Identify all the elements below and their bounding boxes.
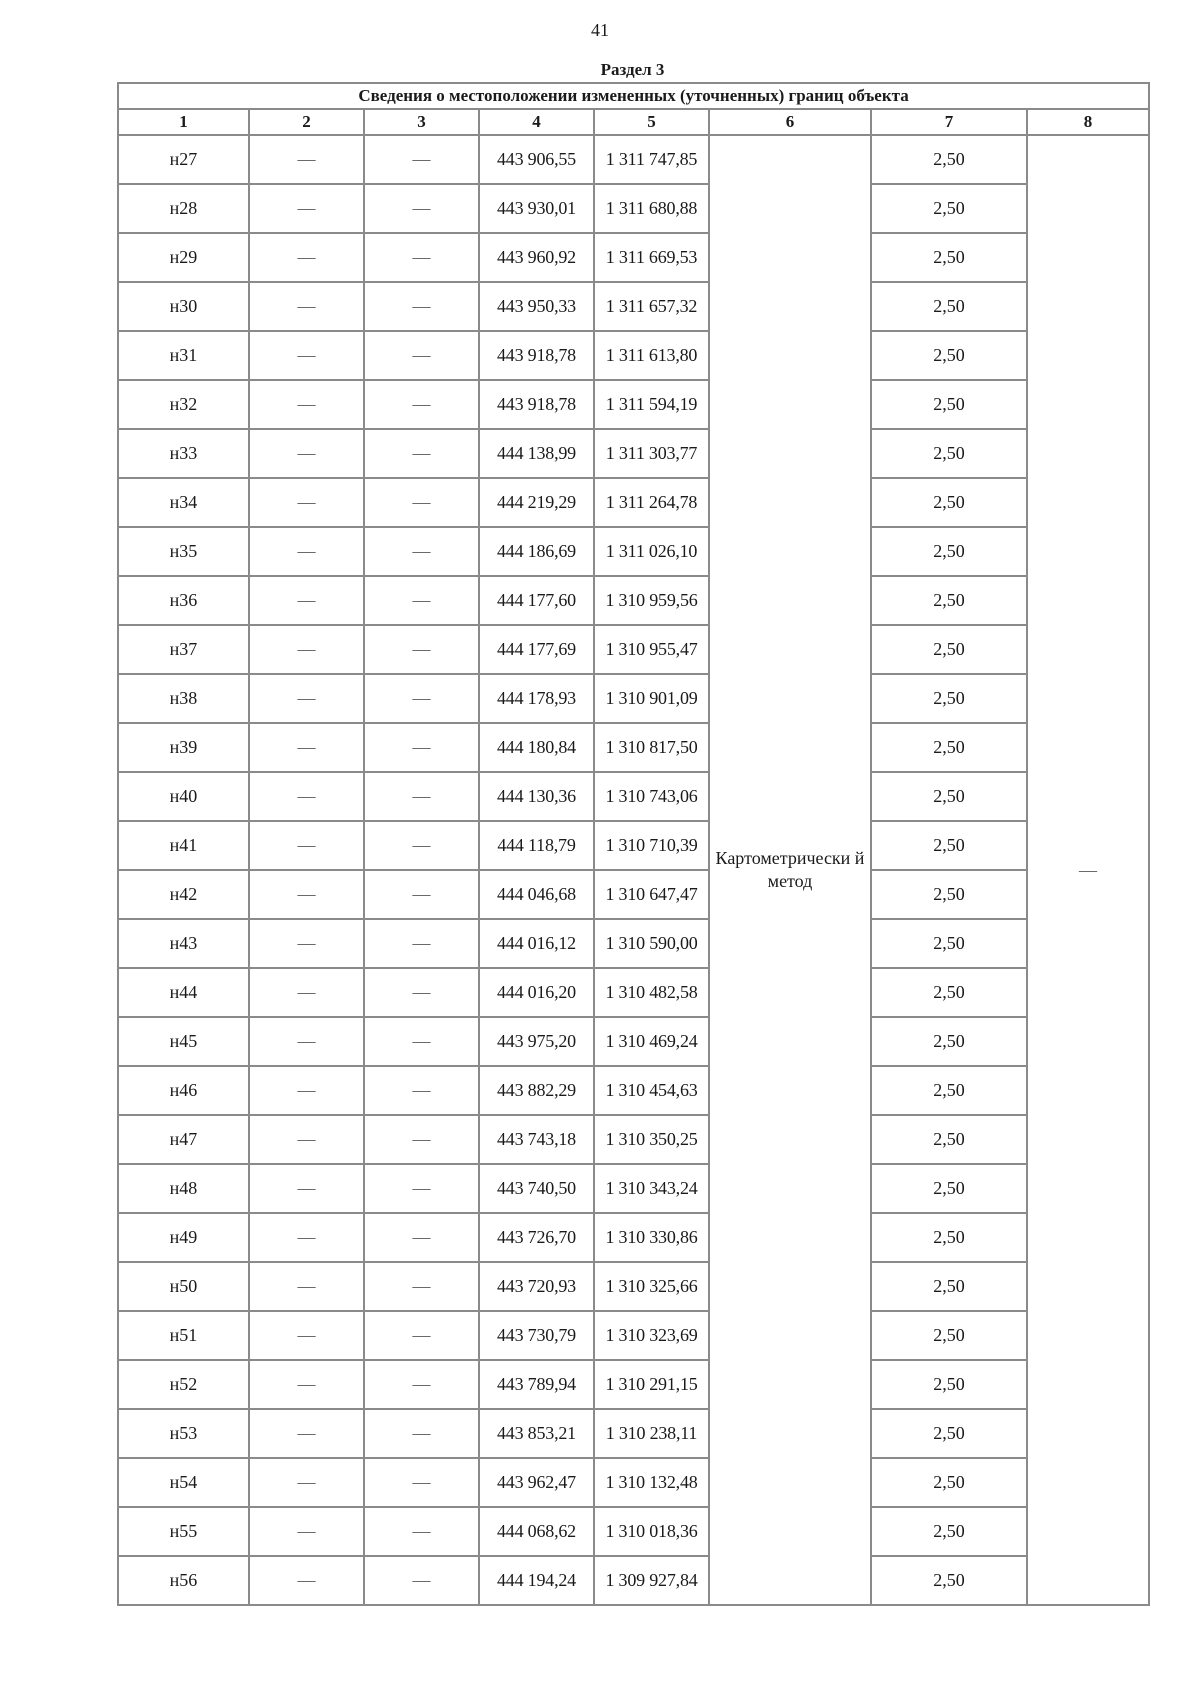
col3-dash-cell: —: [364, 429, 479, 478]
x-coordinate-cell: 443 853,21: [479, 1409, 594, 1458]
table-row: [118, 1017, 1149, 1066]
col3-dash-cell: —: [364, 233, 479, 282]
table-row: [118, 282, 1149, 331]
col3-dash-cell: —: [364, 1262, 479, 1311]
col3-dash-cell: —: [364, 625, 479, 674]
accuracy-cell: 2,50: [871, 772, 1027, 821]
x-coordinate-cell: 444 016,20: [479, 968, 594, 1017]
column-header-7: 7: [871, 109, 1027, 135]
point-id-cell: н30: [118, 282, 249, 331]
col2-dash-cell: —: [249, 1017, 364, 1066]
col2-dash-cell: —: [249, 821, 364, 870]
col2-dash-cell: —: [249, 576, 364, 625]
col3-dash-cell: —: [364, 1311, 479, 1360]
table-row: [118, 1360, 1149, 1409]
col2-dash-cell: —: [249, 135, 364, 184]
table-row: [118, 772, 1149, 821]
table-row: [118, 1066, 1149, 1115]
col2-dash-cell: —: [249, 282, 364, 331]
x-coordinate-cell: 444 138,99: [479, 429, 594, 478]
table-row: [118, 625, 1149, 674]
x-coordinate-cell: 443 975,20: [479, 1017, 594, 1066]
col2-dash-cell: —: [249, 1409, 364, 1458]
col3-dash-cell: —: [364, 919, 479, 968]
y-coordinate-cell: 1 311 264,78: [594, 478, 709, 527]
table-row: [118, 429, 1149, 478]
accuracy-cell: 2,50: [871, 1458, 1027, 1507]
point-id-cell: н56: [118, 1556, 249, 1605]
accuracy-cell: 2,50: [871, 233, 1027, 282]
y-coordinate-cell: 1 309 927,84: [594, 1556, 709, 1605]
col3-dash-cell: —: [364, 282, 479, 331]
table-row: [118, 1556, 1149, 1605]
col3-dash-cell: —: [364, 331, 479, 380]
x-coordinate-cell: 443 720,93: [479, 1262, 594, 1311]
col2-dash-cell: —: [249, 1262, 364, 1311]
col2-dash-cell: —: [249, 625, 364, 674]
col2-dash-cell: —: [249, 331, 364, 380]
x-coordinate-cell: 444 177,69: [479, 625, 594, 674]
col2-dash-cell: —: [249, 968, 364, 1017]
point-id-cell: н41: [118, 821, 249, 870]
point-id-cell: н46: [118, 1066, 249, 1115]
x-coordinate-cell: 444 194,24: [479, 1556, 594, 1605]
accuracy-cell: 2,50: [871, 1262, 1027, 1311]
x-coordinate-cell: 443 730,79: [479, 1311, 594, 1360]
accuracy-cell: 2,50: [871, 968, 1027, 1017]
y-coordinate-cell: 1 311 680,88: [594, 184, 709, 233]
method-cell: Картометрически й метод: [709, 135, 871, 1605]
point-id-cell: н37: [118, 625, 249, 674]
table-row: [118, 968, 1149, 1017]
column-header-1: 1: [118, 109, 249, 135]
point-id-cell: н49: [118, 1213, 249, 1262]
accuracy-cell: 2,50: [871, 625, 1027, 674]
x-coordinate-cell: 444 180,84: [479, 723, 594, 772]
col3-dash-cell: —: [364, 674, 479, 723]
col3-dash-cell: —: [364, 1556, 479, 1605]
x-coordinate-cell: 444 130,36: [479, 772, 594, 821]
col2-dash-cell: —: [249, 1164, 364, 1213]
point-id-cell: н52: [118, 1360, 249, 1409]
accuracy-cell: 2,50: [871, 282, 1027, 331]
accuracy-cell: 2,50: [871, 1311, 1027, 1360]
col2-dash-cell: —: [249, 870, 364, 919]
x-coordinate-cell: 443 743,18: [479, 1115, 594, 1164]
table-row: [118, 1458, 1149, 1507]
x-coordinate-cell: 444 046,68: [479, 870, 594, 919]
accuracy-cell: 2,50: [871, 919, 1027, 968]
y-coordinate-cell: 1 310 817,50: [594, 723, 709, 772]
table-row: [118, 821, 1149, 870]
y-coordinate-cell: 1 311 669,53: [594, 233, 709, 282]
point-id-cell: н43: [118, 919, 249, 968]
col2-dash-cell: —: [249, 919, 364, 968]
table-row: [118, 1262, 1149, 1311]
col3-dash-cell: —: [364, 772, 479, 821]
y-coordinate-cell: 1 311 303,77: [594, 429, 709, 478]
y-coordinate-cell: 1 310 590,00: [594, 919, 709, 968]
col2-dash-cell: —: [249, 674, 364, 723]
col3-dash-cell: —: [364, 821, 479, 870]
column-header-6: 6: [709, 109, 871, 135]
x-coordinate-cell: 443 740,50: [479, 1164, 594, 1213]
col3-dash-cell: —: [364, 1458, 479, 1507]
point-id-cell: н55: [118, 1507, 249, 1556]
y-coordinate-cell: 1 310 018,36: [594, 1507, 709, 1556]
y-coordinate-cell: 1 310 323,69: [594, 1311, 709, 1360]
table-row: [118, 1115, 1149, 1164]
col3-dash-cell: —: [364, 870, 479, 919]
point-id-cell: н27: [118, 135, 249, 184]
col3-dash-cell: —: [364, 968, 479, 1017]
table-row: [118, 1311, 1149, 1360]
point-id-cell: н47: [118, 1115, 249, 1164]
col2-dash-cell: —: [249, 1213, 364, 1262]
x-coordinate-cell: 443 950,33: [479, 282, 594, 331]
table-row: [118, 380, 1149, 429]
table-row: [118, 527, 1149, 576]
col2-dash-cell: —: [249, 1507, 364, 1556]
accuracy-cell: 2,50: [871, 1507, 1027, 1556]
column-header-3: 3: [364, 109, 479, 135]
col2-dash-cell: —: [249, 1115, 364, 1164]
y-coordinate-cell: 1 310 325,66: [594, 1262, 709, 1311]
point-id-cell: н44: [118, 968, 249, 1017]
x-coordinate-cell: 443 906,55: [479, 135, 594, 184]
accuracy-cell: 2,50: [871, 1066, 1027, 1115]
point-id-cell: н40: [118, 772, 249, 821]
table-row: [118, 723, 1149, 772]
y-coordinate-cell: 1 311 613,80: [594, 331, 709, 380]
table-row: [118, 1409, 1149, 1458]
point-id-cell: н54: [118, 1458, 249, 1507]
table-row: [118, 233, 1149, 282]
col8-dash-cell: —: [1027, 135, 1149, 1605]
y-coordinate-cell: 1 310 469,24: [594, 1017, 709, 1066]
x-coordinate-cell: 444 016,12: [479, 919, 594, 968]
table-row: [118, 478, 1149, 527]
x-coordinate-cell: 443 930,01: [479, 184, 594, 233]
point-id-cell: н53: [118, 1409, 249, 1458]
col3-dash-cell: —: [364, 380, 479, 429]
x-coordinate-cell: 444 178,93: [479, 674, 594, 723]
accuracy-cell: 2,50: [871, 478, 1027, 527]
col2-dash-cell: —: [249, 527, 364, 576]
y-coordinate-cell: 1 310 454,63: [594, 1066, 709, 1115]
y-coordinate-cell: 1 310 482,58: [594, 968, 709, 1017]
accuracy-cell: 2,50: [871, 1360, 1027, 1409]
point-id-cell: н51: [118, 1311, 249, 1360]
point-id-cell: н34: [118, 478, 249, 527]
y-coordinate-cell: 1 310 743,06: [594, 772, 709, 821]
x-coordinate-cell: 443 960,92: [479, 233, 594, 282]
x-coordinate-cell: 443 882,29: [479, 1066, 594, 1115]
point-id-cell: н31: [118, 331, 249, 380]
col3-dash-cell: —: [364, 723, 479, 772]
y-coordinate-cell: 1 310 330,86: [594, 1213, 709, 1262]
col3-dash-cell: —: [364, 1017, 479, 1066]
table-row: [118, 1164, 1149, 1213]
col2-dash-cell: —: [249, 1360, 364, 1409]
table-caption: Сведения о местоположении измененных (уточненных) границ объекта: [118, 83, 1149, 109]
table-row: [118, 870, 1149, 919]
table-row: [118, 576, 1149, 625]
y-coordinate-cell: 1 311 747,85: [594, 135, 709, 184]
col3-dash-cell: —: [364, 576, 479, 625]
col3-dash-cell: —: [364, 1164, 479, 1213]
col2-dash-cell: —: [249, 184, 364, 233]
accuracy-cell: 2,50: [871, 1115, 1027, 1164]
accuracy-cell: 2,50: [871, 429, 1027, 478]
accuracy-cell: 2,50: [871, 331, 1027, 380]
point-id-cell: н39: [118, 723, 249, 772]
x-coordinate-cell: 444 219,29: [479, 478, 594, 527]
col2-dash-cell: —: [249, 772, 364, 821]
table-row: [118, 919, 1149, 968]
col3-dash-cell: —: [364, 478, 479, 527]
point-id-cell: н36: [118, 576, 249, 625]
boundary-points-table: [117, 82, 1150, 1606]
point-id-cell: н42: [118, 870, 249, 919]
col2-dash-cell: —: [249, 233, 364, 282]
accuracy-cell: 2,50: [871, 870, 1027, 919]
col3-dash-cell: —: [364, 1115, 479, 1164]
y-coordinate-cell: 1 310 350,25: [594, 1115, 709, 1164]
y-coordinate-cell: 1 310 959,56: [594, 576, 709, 625]
point-id-cell: н28: [118, 184, 249, 233]
x-coordinate-cell: 443 726,70: [479, 1213, 594, 1262]
table-row: [118, 184, 1149, 233]
accuracy-cell: 2,50: [871, 184, 1027, 233]
accuracy-cell: 2,50: [871, 821, 1027, 870]
col3-dash-cell: —: [364, 1213, 479, 1262]
point-id-cell: н33: [118, 429, 249, 478]
col2-dash-cell: —: [249, 1458, 364, 1507]
point-id-cell: н38: [118, 674, 249, 723]
y-coordinate-cell: 1 310 238,11: [594, 1409, 709, 1458]
y-coordinate-cell: 1 311 594,19: [594, 380, 709, 429]
accuracy-cell: 2,50: [871, 527, 1027, 576]
point-id-cell: н29: [118, 233, 249, 282]
col3-dash-cell: —: [364, 135, 479, 184]
table-row: [118, 331, 1149, 380]
table-row: [118, 1213, 1149, 1262]
y-coordinate-cell: 1 310 343,24: [594, 1164, 709, 1213]
y-coordinate-cell: 1 310 132,48: [594, 1458, 709, 1507]
accuracy-cell: 2,50: [871, 674, 1027, 723]
y-coordinate-cell: 1 310 710,39: [594, 821, 709, 870]
page-number: 41: [591, 20, 609, 40]
section-title: Раздел 3: [600, 60, 665, 79]
col3-dash-cell: —: [364, 1507, 479, 1556]
point-id-cell: н48: [118, 1164, 249, 1213]
y-coordinate-cell: 1 310 647,47: [594, 870, 709, 919]
point-id-cell: н50: [118, 1262, 249, 1311]
y-coordinate-cell: 1 310 955,47: [594, 625, 709, 674]
x-coordinate-cell: 444 186,69: [479, 527, 594, 576]
x-coordinate-cell: 443 962,47: [479, 1458, 594, 1507]
col3-dash-cell: —: [364, 527, 479, 576]
point-id-cell: н32: [118, 380, 249, 429]
col2-dash-cell: —: [249, 1556, 364, 1605]
accuracy-cell: 2,50: [871, 1213, 1027, 1262]
y-coordinate-cell: 1 311 026,10: [594, 527, 709, 576]
column-header-5: 5: [594, 109, 709, 135]
accuracy-cell: 2,50: [871, 1409, 1027, 1458]
col3-dash-cell: —: [364, 184, 479, 233]
accuracy-cell: 2,50: [871, 576, 1027, 625]
x-coordinate-cell: 444 177,60: [479, 576, 594, 625]
y-coordinate-cell: 1 310 901,09: [594, 674, 709, 723]
col2-dash-cell: —: [249, 1066, 364, 1115]
x-coordinate-cell: 443 789,94: [479, 1360, 594, 1409]
y-coordinate-cell: 1 311 657,32: [594, 282, 709, 331]
y-coordinate-cell: 1 310 291,15: [594, 1360, 709, 1409]
column-header-2: 2: [249, 109, 364, 135]
col2-dash-cell: —: [249, 478, 364, 527]
accuracy-cell: 2,50: [871, 1164, 1027, 1213]
point-id-cell: н35: [118, 527, 249, 576]
accuracy-cell: 2,50: [871, 380, 1027, 429]
col2-dash-cell: —: [249, 380, 364, 429]
table-row: [118, 674, 1149, 723]
column-header-8: 8: [1027, 109, 1149, 135]
x-coordinate-cell: 444 068,62: [479, 1507, 594, 1556]
col2-dash-cell: —: [249, 429, 364, 478]
x-coordinate-cell: 444 118,79: [479, 821, 594, 870]
col3-dash-cell: —: [364, 1360, 479, 1409]
col2-dash-cell: —: [249, 723, 364, 772]
table-row: [118, 135, 1149, 184]
accuracy-cell: 2,50: [871, 1017, 1027, 1066]
col3-dash-cell: —: [364, 1409, 479, 1458]
x-coordinate-cell: 443 918,78: [479, 380, 594, 429]
column-header-4: 4: [479, 109, 594, 135]
col2-dash-cell: —: [249, 1311, 364, 1360]
col3-dash-cell: —: [364, 1066, 479, 1115]
point-id-cell: н45: [118, 1017, 249, 1066]
table-row: [118, 1507, 1149, 1556]
accuracy-cell: 2,50: [871, 723, 1027, 772]
accuracy-cell: 2,50: [871, 135, 1027, 184]
x-coordinate-cell: 443 918,78: [479, 331, 594, 380]
accuracy-cell: 2,50: [871, 1556, 1027, 1605]
